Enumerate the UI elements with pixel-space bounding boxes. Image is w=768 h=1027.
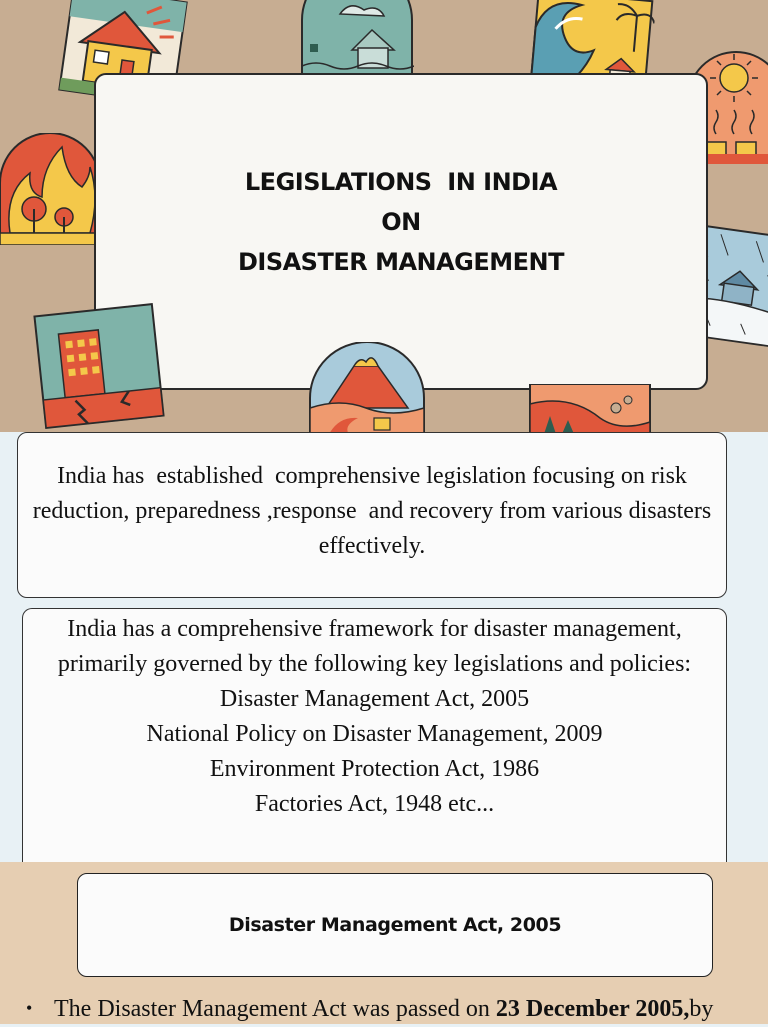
volcano-icon <box>308 342 426 432</box>
page-title <box>238 162 564 282</box>
bullet-marker: • <box>26 998 33 1018</box>
landslide-icon <box>528 384 652 432</box>
legislation-item: Factories Act, 1948 etc... <box>254 791 495 817</box>
intro-text: India has established comprehensive legislation focusing on risk reduction, preparedness ,response and recovery from various disasters effectively. <box>32 463 718 559</box>
earthquake-building-icon <box>30 300 168 432</box>
bullet-date: 23 December 2005, <box>495 996 690 1022</box>
framework-box <box>22 608 727 878</box>
hero-banner <box>0 0 768 432</box>
act-heading-card <box>77 873 713 977</box>
bullet-text-end: by <box>689 996 714 1022</box>
wildfire-icon <box>0 133 100 245</box>
flood-house-icon <box>300 0 414 74</box>
legislation-item: Disaster Management Act, 2005 <box>219 686 530 712</box>
title-line-3: DISASTER MANAGEMENT <box>237 247 565 276</box>
framework-line: primarily governed by the following key legislations and policies: <box>57 651 692 677</box>
title-line-2: ON <box>381 207 421 236</box>
framework-line: India has a comprehensive framework for disaster management, <box>67 616 682 642</box>
legislation-item: National Policy on Disaster Management, 2009 <box>146 721 603 747</box>
bullet-text: The Disaster Management Act was passed on <box>54 996 496 1022</box>
act-heading: Disaster Management Act, 2005 <box>228 914 562 936</box>
title-line-1: LEGISLATIONS IN INDIA <box>244 167 558 196</box>
bullet-item <box>26 990 768 1027</box>
legislation-item: Environment Protection Act, 1986 <box>209 756 540 782</box>
intro-box <box>17 432 727 598</box>
